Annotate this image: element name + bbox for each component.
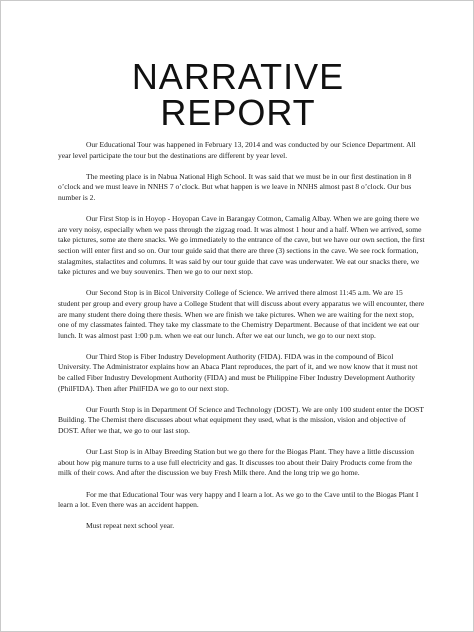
paragraph-intro: Our Educational Tour was happened in February 13, 2014 and was conducted by our Science Department. All year level participate the tour but the destinations are different by year level. [58, 140, 416, 160]
paragraph-fourth-stop: Our Fourth Stop is in Department Of Science and Technology (DOST). We are only 100 student enter the DOST Building. The Chemist there discusses about what equipment they used, what is the mission, vision and objective of DOST. After we that, we go to our last stop. [58, 404, 424, 436]
paragraph-second-stop: Our Second Stop is in Bicol University College of Science. We arrived there almost 11:45 a.m. We are 15 student per group and every group have a College Student that will discuss about every apparatus we will encounter, there are many student there doing there thesis. When we are finish we take pictures. When we are waiting for the next stop, one of my classmates fainted. They take my classmate to the Chemistry Department. Because of that incident we eat our lunch. It was almost past 1:00 p.m. when we eat our lunch. After we eat our lunch, we go to our next stop. [58, 288, 425, 340]
paragraph-conclusion: For me that Educational Tour was very happy and I learn a lot. As we go to the Cave until to the Biogas Plant I learn a lot. Even there was an accident happen. [58, 489, 419, 510]
paragraph-closing: Must repeat next school year. [86, 521, 175, 531]
paragraph-last-stop: Our Last Stop is in Albay Breeding Station but we go there for the Biogas Plant. They have a little discussion about how pig manure turns to a use full electricity and gas. It discusses too about their Dairy Products come from the milk of their cows. And after the discussion we buy Fresh Milk there. And the long trip we go home. [58, 447, 414, 478]
paragraph-first-stop: Our First Stop is in Hoyop - Hoyopan Cave in Barangay Cotmon, Camalig Albay. When we are going there we are very noisy, especially when we pass through the zigzag road. It was almost 1 hour and a half. When we arrived, some take pictures, some ate there snacks. We go immediately to the entrance of the cave, but we have our own section, the first section will enter first and so on. Our tour guide said that there are three (3) sections in the cave. We see rock formation, stalagmites, stalactites and columns. It was said by our tour guide that cave was underwater. We eat our snacks there, we take pictures and we buy souvenirs. Then we go to our next stop. [58, 214, 425, 277]
title-line-1: NARRATIVE [131, 56, 345, 97]
paragraph-third-stop: Our Third Stop is Fiber Industry Development Authority (FIDA). FIDA was in the compound of Bicol University. The Administrator explains how an Abaca Plant reproduces, the part of it, and we now know that it must not be called Fiber Industry Development Authority (FIDA) and must be Philippine Fiber Industry Development Authority (PhilFIDA). Then after PhilFIDA we go to our next stop. [58, 351, 418, 393]
report-body [58, 140, 426, 543]
paragraph-meeting-place: The meeting place is in Nabua National High School. It was said that we must be in our first destination in 8 o’clock and we must leave in NNHS 7 o’clock. But what happen is we leave in NNHS almost past 8 o’clock. Our bus number is 2. [58, 171, 412, 202]
title-line-2: REPORT [160, 92, 316, 133]
